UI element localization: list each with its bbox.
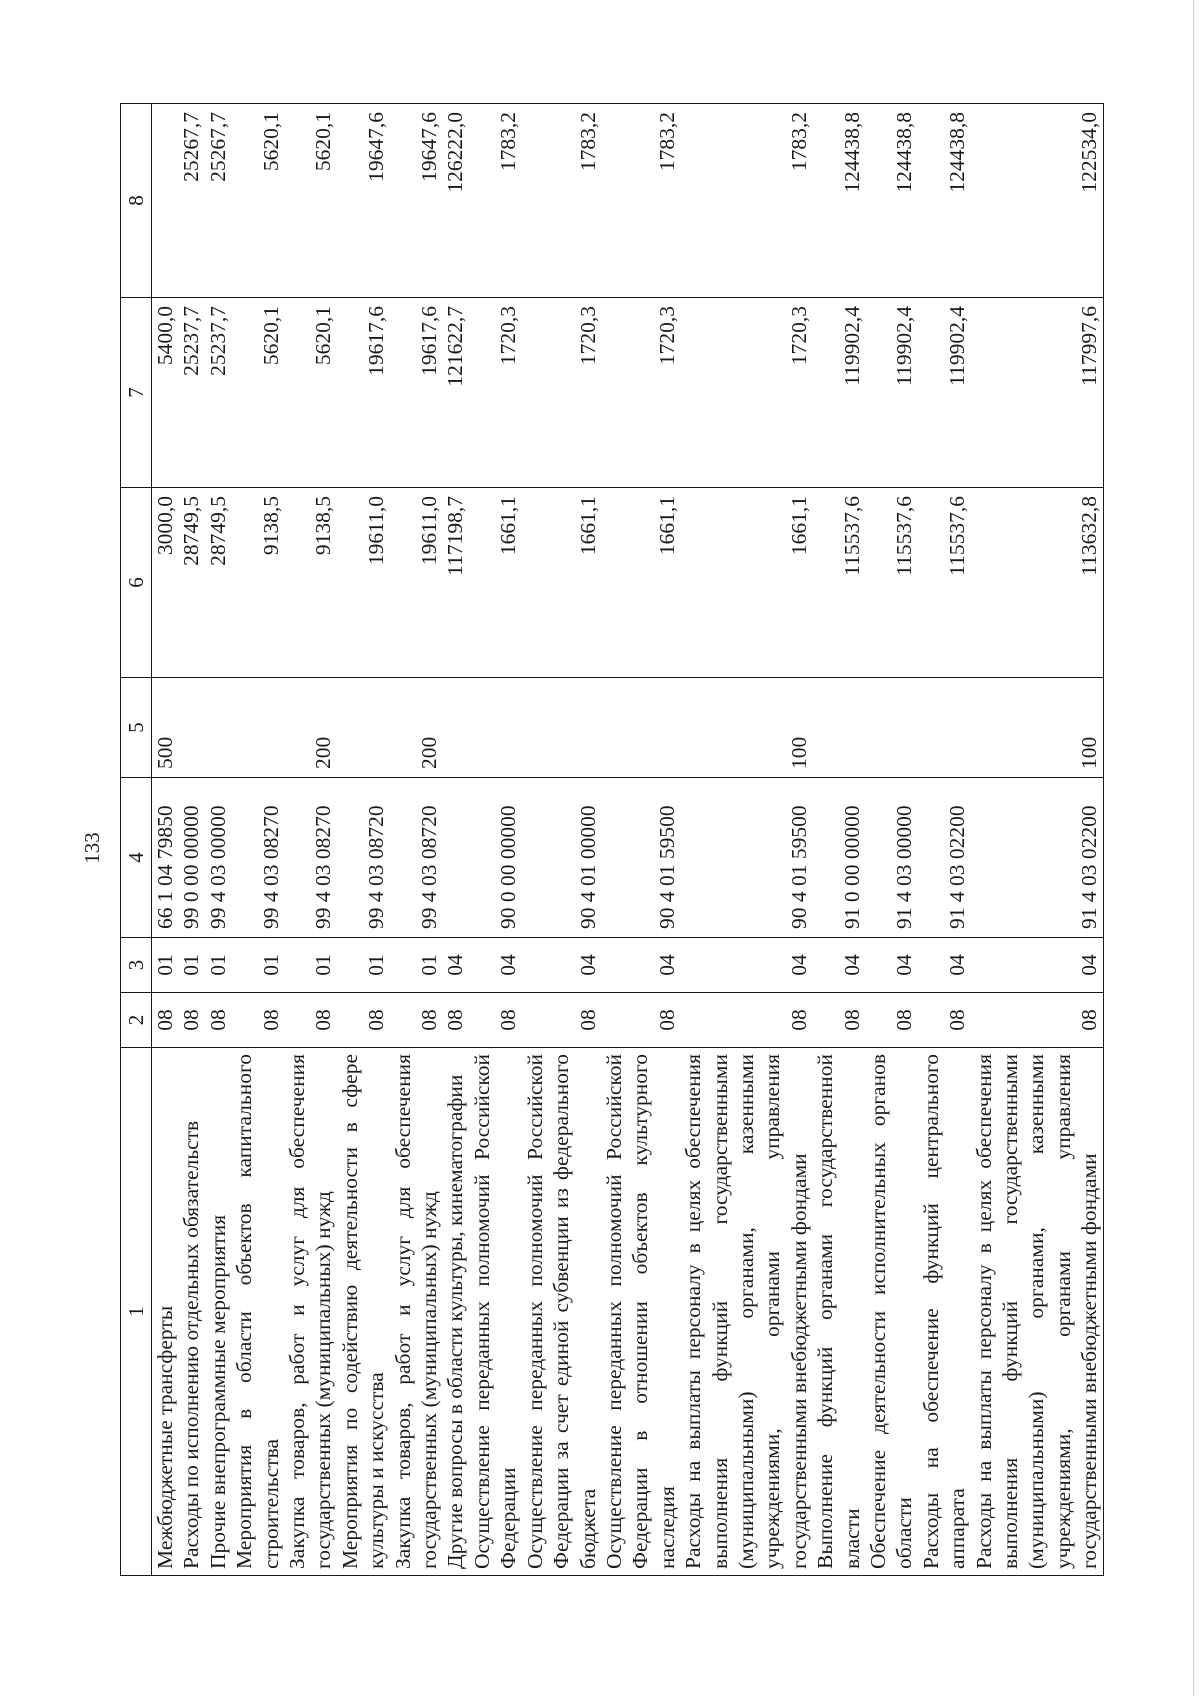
target-code-cell: 99 4 03 08270: [284, 778, 337, 938]
section-code-cell: 08: [205, 993, 231, 1048]
amount-col7-cell: 5400,0: [152, 298, 179, 488]
amount-col8-cell: 5620,1: [231, 104, 284, 298]
row-name-cell: Закупка товаров, работ и услуг для обеспечения государственных (муниципальных) нужд: [390, 1048, 443, 1576]
column-header-8: 8: [121, 104, 152, 298]
amount-col6-cell: 1661,1: [601, 488, 680, 678]
expense-type-cell: [812, 678, 865, 778]
amount-col6-cell: 115537,6: [918, 488, 971, 678]
row-name-cell: Мероприятия по содействию деятельности в сфере культуры и искусства: [337, 1048, 390, 1576]
amount-col8-cell: 124438,8: [918, 104, 971, 298]
row-name-cell: Расходы на выплаты персоналу в целях обеспечения выполнения функций государственными (муниципальными) органами, казенными учреждениями, органами управления государственными внебюджетными фондами: [971, 1048, 1104, 1576]
table-row: [918, 104, 971, 1576]
section-code-cell: 08: [971, 993, 1104, 1048]
amount-col7-cell: 119902,4: [865, 298, 918, 488]
amount-col7-cell: 1720,3: [469, 298, 522, 488]
amount-col6-cell: 1661,1: [680, 488, 812, 678]
row-name-cell: Расходы по исполнению отдельных обязательств: [178, 1048, 204, 1576]
expense-type-cell: [469, 678, 522, 778]
section-code-cell: 08: [680, 993, 812, 1048]
column-header-2: 2: [121, 993, 152, 1048]
amount-col6-cell: 9138,5: [284, 488, 337, 678]
section-code-cell: 08: [231, 993, 284, 1048]
amount-col6-cell: 19611,0: [390, 488, 443, 678]
column-header-7: 7: [121, 298, 152, 488]
expense-type-cell: [337, 678, 390, 778]
section-code-cell: 08: [865, 993, 918, 1048]
section-code-cell: 08: [442, 993, 468, 1048]
amount-col8-cell: 124438,8: [865, 104, 918, 298]
amount-col6-cell: 28749,5: [205, 488, 231, 678]
expense-type-cell: 100: [971, 678, 1104, 778]
amount-col7-cell: 119902,4: [918, 298, 971, 488]
subsection-code-cell: 01: [152, 938, 179, 993]
subsection-code-cell: 04: [918, 938, 971, 993]
amount-col6-cell: 9138,5: [231, 488, 284, 678]
amount-col7-cell: 1720,3: [680, 298, 812, 488]
amount-col7-cell: 121622,7: [442, 298, 468, 488]
section-code-cell: 08: [390, 993, 443, 1048]
subsection-code-cell: 04: [812, 938, 865, 993]
section-code-cell: 08: [469, 993, 522, 1048]
subsection-code-cell: 01: [284, 938, 337, 993]
subsection-code-cell: 04: [971, 938, 1104, 993]
section-code-cell: 08: [601, 993, 680, 1048]
expense-type-cell: [522, 678, 601, 778]
amount-col6-cell: 115537,6: [865, 488, 918, 678]
row-name-cell: Закупка товаров, работ и услуг для обеспечения государственных (муниципальных) нужд: [284, 1048, 337, 1576]
row-name-cell: Осуществление переданных полномочий Российской Федерации за счет единой субвенции из федерального бюджета: [522, 1048, 601, 1576]
subsection-code-cell: 01: [178, 938, 204, 993]
expense-type-cell: [178, 678, 204, 778]
subsection-code-cell: 04: [522, 938, 601, 993]
row-name-cell: Обеспечение деятельности исполнительных органов области: [865, 1048, 918, 1576]
amount-col6-cell: 117198,7: [442, 488, 468, 678]
table-row: [812, 104, 865, 1576]
amount-col7-cell: 117997,6: [971, 298, 1104, 488]
amount-col8-cell: 19647,6: [337, 104, 390, 298]
subsection-code-cell: 04: [442, 938, 468, 993]
page-number: 133: [80, 832, 104, 864]
subsection-code-cell: 01: [390, 938, 443, 993]
column-header-6: 6: [121, 488, 152, 678]
expense-type-cell: 200: [390, 678, 443, 778]
subsection-code-cell: 01: [205, 938, 231, 993]
header-row: [121, 104, 152, 1576]
row-name-cell: Выполнение функций органами государственной власти: [812, 1048, 865, 1576]
table-row: [178, 104, 204, 1576]
page-edge: [1193, 0, 1200, 1696]
target-code-cell: 66 1 04 79850: [152, 778, 179, 938]
target-code-cell: 91 4 03 02200: [918, 778, 971, 938]
amount-col7-cell: 25237,7: [178, 298, 204, 488]
amount-col8-cell: [152, 104, 179, 298]
subsection-code-cell: 04: [601, 938, 680, 993]
amount-col7-cell: 19617,6: [390, 298, 443, 488]
subsection-code-cell: 01: [231, 938, 284, 993]
amount-col8-cell: 1783,2: [469, 104, 522, 298]
table-row: [284, 104, 337, 1576]
column-header-5: 5: [121, 678, 152, 778]
amount-col7-cell: 25237,7: [205, 298, 231, 488]
target-code-cell: 99 4 03 08720: [337, 778, 390, 938]
table-row: [601, 104, 680, 1576]
section-code-cell: 08: [152, 993, 179, 1048]
subsection-code-cell: 04: [469, 938, 522, 993]
subsection-code-cell: 01: [337, 938, 390, 993]
amount-col6-cell: 115537,6: [812, 488, 865, 678]
target-code-cell: 90 4 01 59500: [680, 778, 812, 938]
row-name-cell: Прочие внепрограммные мероприятия: [205, 1048, 231, 1576]
target-code-cell: 91 0 00 00000: [812, 778, 865, 938]
row-name-cell: Мероприятия в области объектов капитального строительства: [231, 1048, 284, 1576]
table-row: [337, 104, 390, 1576]
row-name-cell: Расходы на обеспечение функций центрального аппарата: [918, 1048, 971, 1576]
row-name-cell: Расходы на выплаты персоналу в целях обеспечения выполнения функций государственными (муниципальными) органами, казенными учреждениями, органами управления государственными внебюджетными фондами: [680, 1048, 812, 1576]
section-code-cell: 08: [812, 993, 865, 1048]
section-code-cell: 08: [337, 993, 390, 1048]
expense-type-cell: 500: [152, 678, 179, 778]
expense-type-cell: [205, 678, 231, 778]
row-name-cell: Осуществление переданных полномочий Российской Федерации в отношении объектов культурного наследия: [601, 1048, 680, 1576]
amount-col7-cell: 5620,1: [284, 298, 337, 488]
table-row: [522, 104, 601, 1576]
amount-col7-cell: 1720,3: [601, 298, 680, 488]
amount-col7-cell: 5620,1: [231, 298, 284, 488]
table-body: [152, 104, 1104, 1576]
amount-col7-cell: 19617,6: [337, 298, 390, 488]
amount-col8-cell: 1783,2: [522, 104, 601, 298]
amount-col6-cell: 1661,1: [469, 488, 522, 678]
target-code-cell: 90 4 01 59500: [601, 778, 680, 938]
expense-type-cell: [442, 678, 468, 778]
target-code-cell: 91 4 03 02200: [971, 778, 1104, 938]
section-code-cell: 08: [918, 993, 971, 1048]
table-row: [152, 104, 179, 1576]
row-name-cell: Другие вопросы в области культуры, кинематографии: [442, 1048, 468, 1576]
expense-type-cell: [918, 678, 971, 778]
table-row: [971, 104, 1104, 1576]
section-code-cell: 08: [178, 993, 204, 1048]
table-row: [680, 104, 812, 1576]
amount-col8-cell: 124438,8: [812, 104, 865, 298]
table-row: [442, 104, 468, 1576]
amount-col6-cell: 1661,1: [522, 488, 601, 678]
table-row: [865, 104, 918, 1576]
row-name-cell: Осуществление переданных полномочий Российской Федерации: [469, 1048, 522, 1576]
expense-type-cell: 100: [680, 678, 812, 778]
target-code-cell: 99 0 00 00000: [178, 778, 204, 938]
amount-col8-cell: 5620,1: [284, 104, 337, 298]
expense-type-cell: [231, 678, 284, 778]
rotated-table-container: [120, 104, 1102, 1576]
amount-col8-cell: 19647,6: [390, 104, 443, 298]
table-row: [469, 104, 522, 1576]
column-header-3: 3: [121, 938, 152, 993]
amount-col6-cell: 3000,0: [152, 488, 179, 678]
expense-type-cell: 200: [284, 678, 337, 778]
target-code-cell: 90 4 01 00000: [522, 778, 601, 938]
target-code-cell: 90 0 00 00000: [469, 778, 522, 938]
target-code-cell: 99 4 03 08270: [231, 778, 284, 938]
subsection-code-cell: 04: [680, 938, 812, 993]
budget-table: [120, 103, 1104, 1576]
amount-col8-cell: 126222,0: [442, 104, 468, 298]
target-code-cell: [442, 778, 468, 938]
table-row: [231, 104, 284, 1576]
section-code-cell: 08: [284, 993, 337, 1048]
target-code-cell: 91 4 03 00000: [865, 778, 918, 938]
row-name-cell: Межбюджетные трансферты: [152, 1048, 179, 1576]
expense-type-cell: [865, 678, 918, 778]
amount-col7-cell: 119902,4: [812, 298, 865, 488]
target-code-cell: 99 4 03 08720: [390, 778, 443, 938]
amount-col8-cell: 1783,2: [680, 104, 812, 298]
amount-col8-cell: 25267,7: [178, 104, 204, 298]
amount-col8-cell: 1783,2: [601, 104, 680, 298]
amount-col7-cell: 1720,3: [522, 298, 601, 488]
amount-col6-cell: 28749,5: [178, 488, 204, 678]
amount-col8-cell: 122534,0: [971, 104, 1104, 298]
amount-col6-cell: 113632,8: [971, 488, 1104, 678]
target-code-cell: 99 4 03 00000: [205, 778, 231, 938]
expense-type-cell: [601, 678, 680, 778]
amount-col8-cell: 25267,7: [205, 104, 231, 298]
subsection-code-cell: 04: [865, 938, 918, 993]
column-header-1: 1: [121, 1048, 152, 1576]
section-code-cell: 08: [522, 993, 601, 1048]
table-row: [390, 104, 443, 1576]
amount-col6-cell: 19611,0: [337, 488, 390, 678]
table-row: [205, 104, 231, 1576]
column-header-4: 4: [121, 778, 152, 938]
